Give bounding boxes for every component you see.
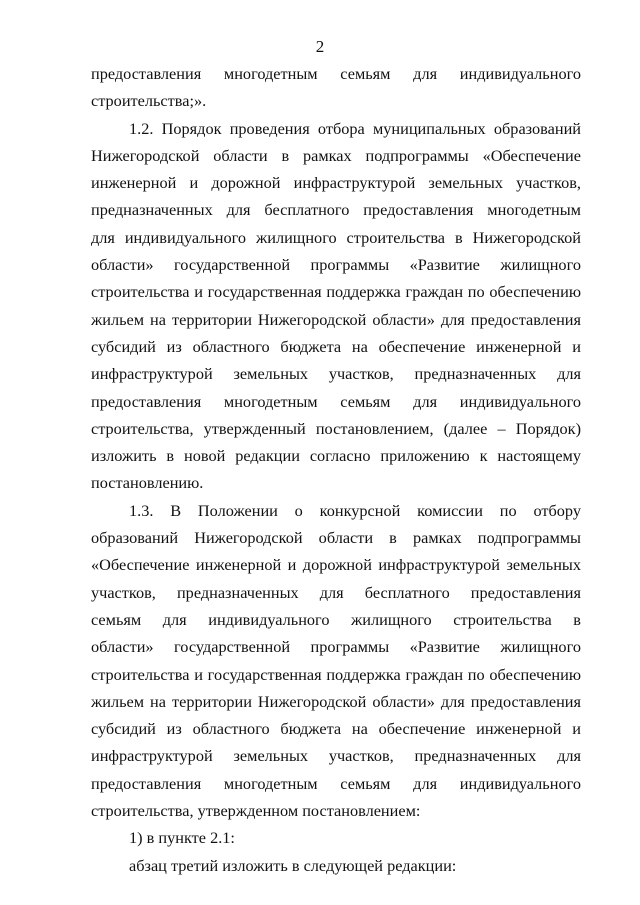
text-line: для индивидуального жилищного строительства в Нижегородской <box>91 227 581 247</box>
text-line: строительства, утвержденный постановлением, (далее – Порядок) <box>91 418 581 438</box>
page-number: 2 <box>315 37 325 56</box>
text-line: семьям для индивидуального жилищного строительства в <box>91 609 581 629</box>
text-line: предназначенных для бесплатного предоставления многодетным <box>91 200 581 220</box>
text-line: постановлению. <box>91 473 204 493</box>
text-line: строительства и государственная поддержка граждан по обеспечению <box>91 282 581 302</box>
text-line: области» государственной программы «Развитие жилищного <box>91 255 581 275</box>
text-line: Нижегородской области в рамках подпрограммы «Обеспечение <box>91 145 581 165</box>
text-line: 1) в пункте 2.1: <box>129 828 235 848</box>
paragraph-p0 <box>91 60 581 115</box>
text-line: 1.2. Порядок проведения отбора муниципальных образований <box>129 118 581 138</box>
text-line: субсидий из областного бюджета на обеспечение инженерной и <box>91 719 581 739</box>
text-line: инженерной и дорожной инфраструктурой земельных участков, <box>91 173 581 193</box>
paragraph-p2 <box>91 497 581 825</box>
text-line: строительства и государственная поддержка граждан по обеспечению <box>91 664 581 684</box>
text-line: изложить в новой редакции согласно приложению к настоящему <box>91 446 581 466</box>
text-line: субсидий из областного бюджета на обеспечение инженерной и <box>91 336 581 356</box>
text-line: абзац третий изложить в следующей редакции: <box>129 855 457 875</box>
text-line: предоставления многодетным семьям для индивидуального <box>91 64 581 83</box>
document-body <box>91 60 581 879</box>
paragraph-p3 <box>91 824 581 851</box>
text-line: образований Нижегородской области в рамках подпрограммы <box>91 528 581 548</box>
text-line: инфраструктурой земельных участков, предназначенных для <box>91 746 581 766</box>
text-line: участков, предназначенных для бесплатного предоставления <box>91 582 581 602</box>
text-line: строительства;». <box>91 91 207 111</box>
paragraph-p4 <box>91 852 581 879</box>
text-line: предоставления многодетным семьям для индивидуального <box>91 391 581 411</box>
text-line: жильем на территории Нижегородской области» для предоставления <box>91 691 581 711</box>
text-line: «Обеспечение инженерной и дорожной инфраструктурой земельных <box>91 555 581 575</box>
text-line: 1.3. В Положении о конкурсной комиссии по отбору <box>129 500 581 520</box>
text-line: предоставления многодетным семьям для индивидуального <box>91 773 581 793</box>
text-line: жильем на территории Нижегородской области» для предоставления <box>91 309 581 329</box>
text-line: строительства, утвержденном постановлением: <box>91 801 421 821</box>
text-line: инфраструктурой земельных участков, предназначенных для <box>91 364 581 384</box>
text-line: области» государственной программы «Развитие жилищного <box>91 637 581 657</box>
paragraph-p1 <box>91 115 581 497</box>
